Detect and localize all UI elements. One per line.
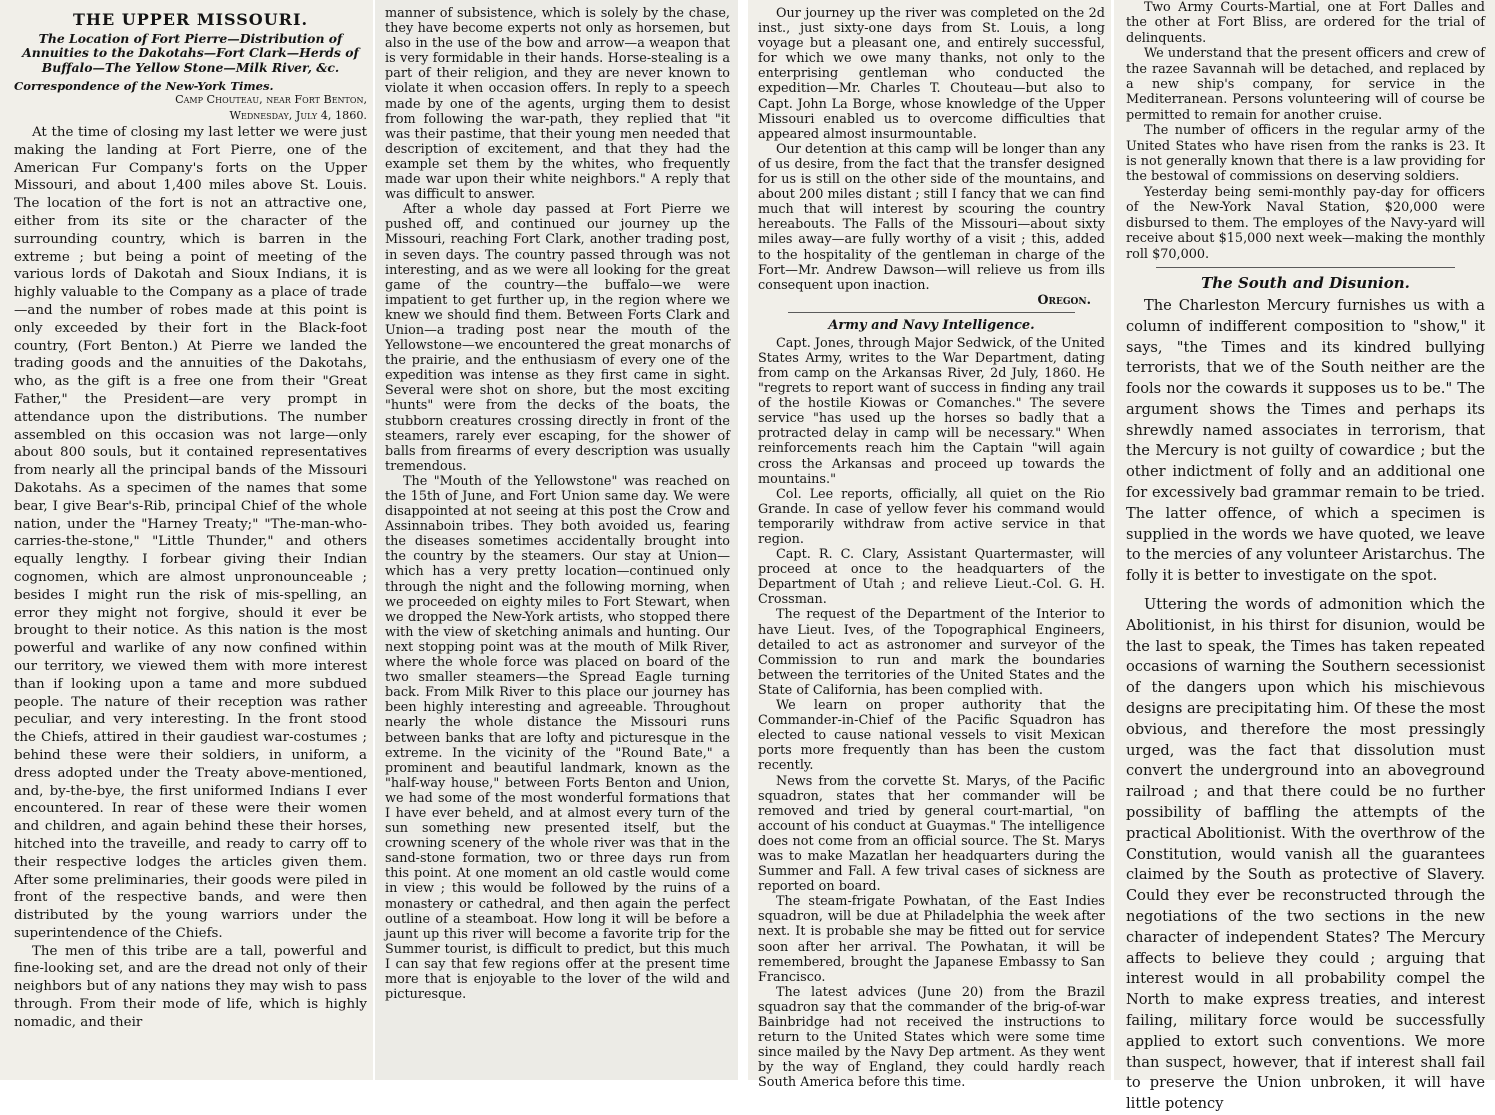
news-item: We understand that the present officers and crew of the razee Savannah will be detached, and replaced by a new ship's company, for service in the Mediterranean. Persons volunteering will of course be permitted to remain for another cruise. [1126, 46, 1485, 123]
editorial-paragraph: The Charleston Mercury furnishes us with a column of indifferent composition to "show," it says, "the Times and its kindred bullying terrorists, that we of the South neither are the fools nor the cowards it supposes us to be." The argument shows the Times and perhaps its shrewdly named associates in terrorism, that the Mercury is not guilty of cowardice ; but the other indictment of folly and an additional one for excessively bad grammar remain to be tried. The latter offence, of which a specimen is supplied in the words we have quoted, we leave to the mercies of any volunteer Aristarchus. The folly it is better to investigate on the spot. [1126, 296, 1485, 585]
news-item: Col. Lee reports, officially, all quiet on the Rio Grande. In case of yellow fever his command would temporarily withdraw from active service in that region. [758, 486, 1105, 547]
column-gutter [738, 0, 748, 1080]
dateline-place: Camp Chouteau, near Fort Benton, [175, 93, 367, 107]
news-item: News from the corvette St. Marys, of the Pacific squadron, states that her commander will be removed and tried by general court-martial, "on account of his conduct at Guaymas." The intelligence does not come from an official source. The St. Marys was to make Mazatlan her headquarters during the Summer and Fall. A few trival cases of sickness are reported on board. [758, 773, 1105, 895]
news-item: The number of officers in the regular army of the United States who have risen from the ranks is 23. It is not generally known that there is a law providing for the bestowal of commissions on deserving soldiers. [1126, 123, 1485, 185]
column-1 [0, 0, 373, 1080]
news-item: Capt. R. C. Clary, Assistant Quartermaster, will proceed at once to the headquarters of the Department of Utah ; and relieve Lieut.-Col. G. H. Crossman. [758, 547, 1105, 608]
news-item: Capt. Jones, through Major Sedwick, of the United States Army, writes to the War Department, dating from camp on the Arkansas River, 2d July, 1860. He "regrets to report want of success in finding any trail of the hostile Kiowas or Comanches." The severe service "has used up the horses so badly that a protracted delay in camp will be necessary." When reinforcements reach him the Captain "will again cross the Arkansas and proceed up towards the mountains." [758, 335, 1105, 487]
subheadline: The Location of Fort Pierre—Distribution of Annuities to the Dakotahs—Fort Clark—Herds of Buffalo—The Yellow Stone—Milk River, &c. [22, 31, 359, 75]
section-divider [788, 312, 1075, 313]
article-paragraph: Our journey up the river was completed on the 2d inst., just sixty-one days from St. Louis, a long voyage but a pleasant one, and entirely successful, for which we owe many thanks, not only to the enterprising gentleman who conducted the expedition—Mr. Charles T. Chouteau—but also to Capt. John La Borge, whose knowledge of the Upper Missouri enabled us to overcome difficulties that appeared almost insurmountable. [758, 6, 1105, 142]
section-heading: The South and Disunion. [1201, 273, 1410, 292]
correspondence-line: Correspondence of the New-York Times. [14, 79, 274, 94]
news-item: Yesterday being semi-monthly pay-day for officers of the New-York Naval Station, $20,000 were disbursed to them. The employes of the Navy-yard will receive about $15,000 next week—making the monthly roll $70,000. [1126, 184, 1485, 262]
article-paragraph: At the time of closing my last letter we were just making the landing at Fort Pierre, one of the American Fur Company's forts on the Upper Missouri, and about 1,400 miles above St. Louis. The location of the fort is not an attractive one, either from its site or the character of the surrounding country, which is barren in the extreme ; but being a point of meeting of the various lords of Dakotah and Sioux Indians, it is highly valuable to the Company as a place of trade —and the number of robes made at this point is only exceeded by their fort in the Black-foot country, (Fort Benton.) At Pierre we landed the trading goods and the annuities of the Dakotahs, who, as the gift is a free one from their "Great Father," the President—are very prompt in attendance upon the distributions. The number assembled on this occasion was not large—only about 800 souls, but it contained representatives from nearly all the principal bands of the Missouri Dakotahs. As a specimen of the names that some bear, I give Bear's-Rib, principal Chief of the whole nation, under the "Harney Treaty;" "The-man-who-carries-the-stone," "Little Thunder," and others equally lengthy. I forbear giving their Indian cognomen, which are almost unpronounceable ; besides I might run the risk of mis-spelling, an error they might not forgive, should it ever be brought to their notice. As this nation is the most powerful and warlike of any now confined within our territory, we viewed them with more interest than if looking upon a tame and more subdued people. The nature of their reception was rather peculiar, and very interesting. In the front stood the Chiefs, attired in their gaudiest war-costumes ; behind these were their soldiers, in uniform, a dress adopted under the Treaty above-mentioned, and, by-the-bye, the first uniformed Indians I ever encountered. In rear of these were their women and children, and again behind these their horses, hitched into the traveille, and ready to carry off to their respective lodges the articles given them. After some preliminaries, their goods were piled in front of the respective bands, and were then distributed by the young warriors under the superintendence of the Chiefs. [14, 125, 367, 941]
editorial-body [1126, 296, 1485, 1115]
article-paragraph: Our detention at this camp will be longer than any of us desire, from the fact that the transfer designed for us is still on the other side of the mountains, and about 200 miles distant ; still I fancy that we can find much that will interest by scouring the country hereabouts. The Falls of the Missouri—about sixty miles away—are fully worthy of a visit ; this, added to the hospitality of the gentleman in charge of the Fort—Mr. Andrew Dawson—will relieve us from ills consequent upon inaction. [758, 141, 1105, 293]
article-paragraph: The men of this tribe are a tall, powerful and fine-looking set, and are the dread not only of their neighbors but of any nations they may wish to pass through. From their mode of life, which is highly nomadic, and their [14, 943, 367, 1030]
army-navy-continued [1126, 0, 1485, 262]
column-3 [748, 0, 1111, 1091]
section-heading: Army and Navy Intelligence. [828, 317, 1035, 333]
column-4 [1114, 0, 1495, 1113]
news-item: The latest advices (June 20) from the Brazil squadron say that the commander of the brig-of-war Bainbridge had not received the instructions to return to the United States which were some time since mailed by the Navy Dep artment. As they went by the way of England, they could hardly reach South America before this time. [758, 984, 1105, 1091]
news-item: The request of the Department of the Interior to have Lieut. Ives, of the Topographical Engineers, detailed to act as astronomer and surveyor of the Commission to run and mark the boundaries between the territories of the United States and the State of California, has been complied with. [758, 607, 1105, 698]
headline: THE UPPER MISSOURI. [72, 10, 309, 29]
dateline-date: Wednesday, July 4, 1860. [229, 108, 367, 122]
news-item: We learn on proper authority that the Commander-in-Chief of the Pacific Squadron has elected to cause national vessels to visit Mexican ports more frequently than has been the custom recently. [758, 698, 1105, 774]
editorial-paragraph: Uttering the words of admonition which the Abolitionist, in his thirst for disunion, would be the last to speak, the Times has taken repeated occasions of warning the Southern secessionist of the dangers upon which his mischievous designs are precipitating him. Of these the most obvious, and therefore the most pressingly urged, was the fact that dissolution must convert the underground into an aboveground railroad ; and that there could be no further possibility of baffling the attempts of the practical Abolitionist. With the overthrow of the Constitution, would vanish all the guarantees claimed by the South as protective of Slavery. Could they ever be reconstructed through the negotiations of the two sections in the new character of independent States? The Mercury affects to believe they could ; arguing that interest would in all probability compel the North to make express treaties, and interest failing, military force would be successfully applied to extort such conventions. We more than suspect, however, that if interest shall fail to preserve the Union unbroken, it will have little potency [1126, 596, 1485, 1113]
article-paragraph: manner of subsistence, which is solely by the chase, they have become experts not only as horsemen, but also in the use of the bow and arrow—a weapon that is very formidable in their hands. Horse-stealing is a part of their religion, and they are never known to violate it when occasion offers. In reply to a speech made by one of the agents, urging them to desist from following the war-path, they replied that "it was their pastime, that their young men needed that description of excitement, and that they had the example set them by the whites, who frequently made war upon their white neighbors." A reply that was difficult to answer. [385, 6, 730, 203]
article-paragraph: The "Mouth of the Yellowstone" was reached on the 15th of June, and Fort Union same day. We were disappointed at not seeing at this post the Crow and Assinnaboin tribes. They both avoided us, fearing the diseases sometimes accidentally brought into the country by the steamers. Our stay at Union—which has a very pretty location—continued only through the night and the following morning, when we proceeded on eighty miles to Fort Stewart, when we dropped the New-York artists, who stopped there with the view of sketching animals and hunting. Our next stopping point was at the mouth of Milk River, where the whole force was placed on board of the two smaller steamers—the Spread Eagle turning back. From Milk River to this place our journey has been highly interesting and agreeable. Throughout nearly the whole distance the Missouri runs between banks that are lofty and picturesque in the extreme. In the vicinity of the "Round Bate," a prominent and beautiful landmark, known as the "half-way house," between Forts Benton and Union, we had some of the most wonderful formations that I have ever beheld, and at almost every turn of the sun something new presented itself, but the crowning scenery of the whole river was that in the sand-stone formation, two or three days run from this point. At one moment an old castle would come in view ; this would be followed by the ruins of a monastery or cathedral, and then again the perfect outline of a steamboat. How long it will be before a jaunt up this river will become a favorite trip for the Summer tourist, is difficult to predict, but this much I can say that few regions offer at the present time more that is enjoyable to the lover of the wild and picturesque. [385, 473, 730, 1003]
column-2 [375, 0, 738, 1080]
news-item: The steam-frigate Powhatan, of the East Indies squadron, will be due at Philadelphia the week after next. It is probable she may be fitted out for service soon after her arrival. The Powhatan, it will be remembered, brought the Japanese Embassy to San Francisco. [758, 894, 1105, 985]
section-divider [1156, 267, 1455, 268]
news-item: Two Army Courts-Martial, one at Fort Dalles and the other at Fort Bliss, are ordered for the trial of delinquents. [1126, 0, 1485, 46]
signature: Oregon. [1037, 291, 1091, 307]
article-paragraph: After a whole day passed at Fort Pierre we pushed off, and continued our journey up the Missouri, reaching Fort Clark, another trading post, in seven days. The country passed through was not interesting, and as we were all looking for the great game of the country—the buffalo—we were impatient to get further up, in the region where we knew we should find them. Between Forts Clark and Union—a trading post near the mouth of the Yellowstone—we encountered the great monarchs of the prairie, and the enthusiasm of every one of the expedition was intense as they first came in sight. Several were shot on shore, but the most exciting "hunts" were from the decks of the boats, the stubborn creatures crossing directly in front of the steamers, rarely ever escaping, for the shower of balls from firearms of every description was usually tremendous. [385, 202, 730, 474]
